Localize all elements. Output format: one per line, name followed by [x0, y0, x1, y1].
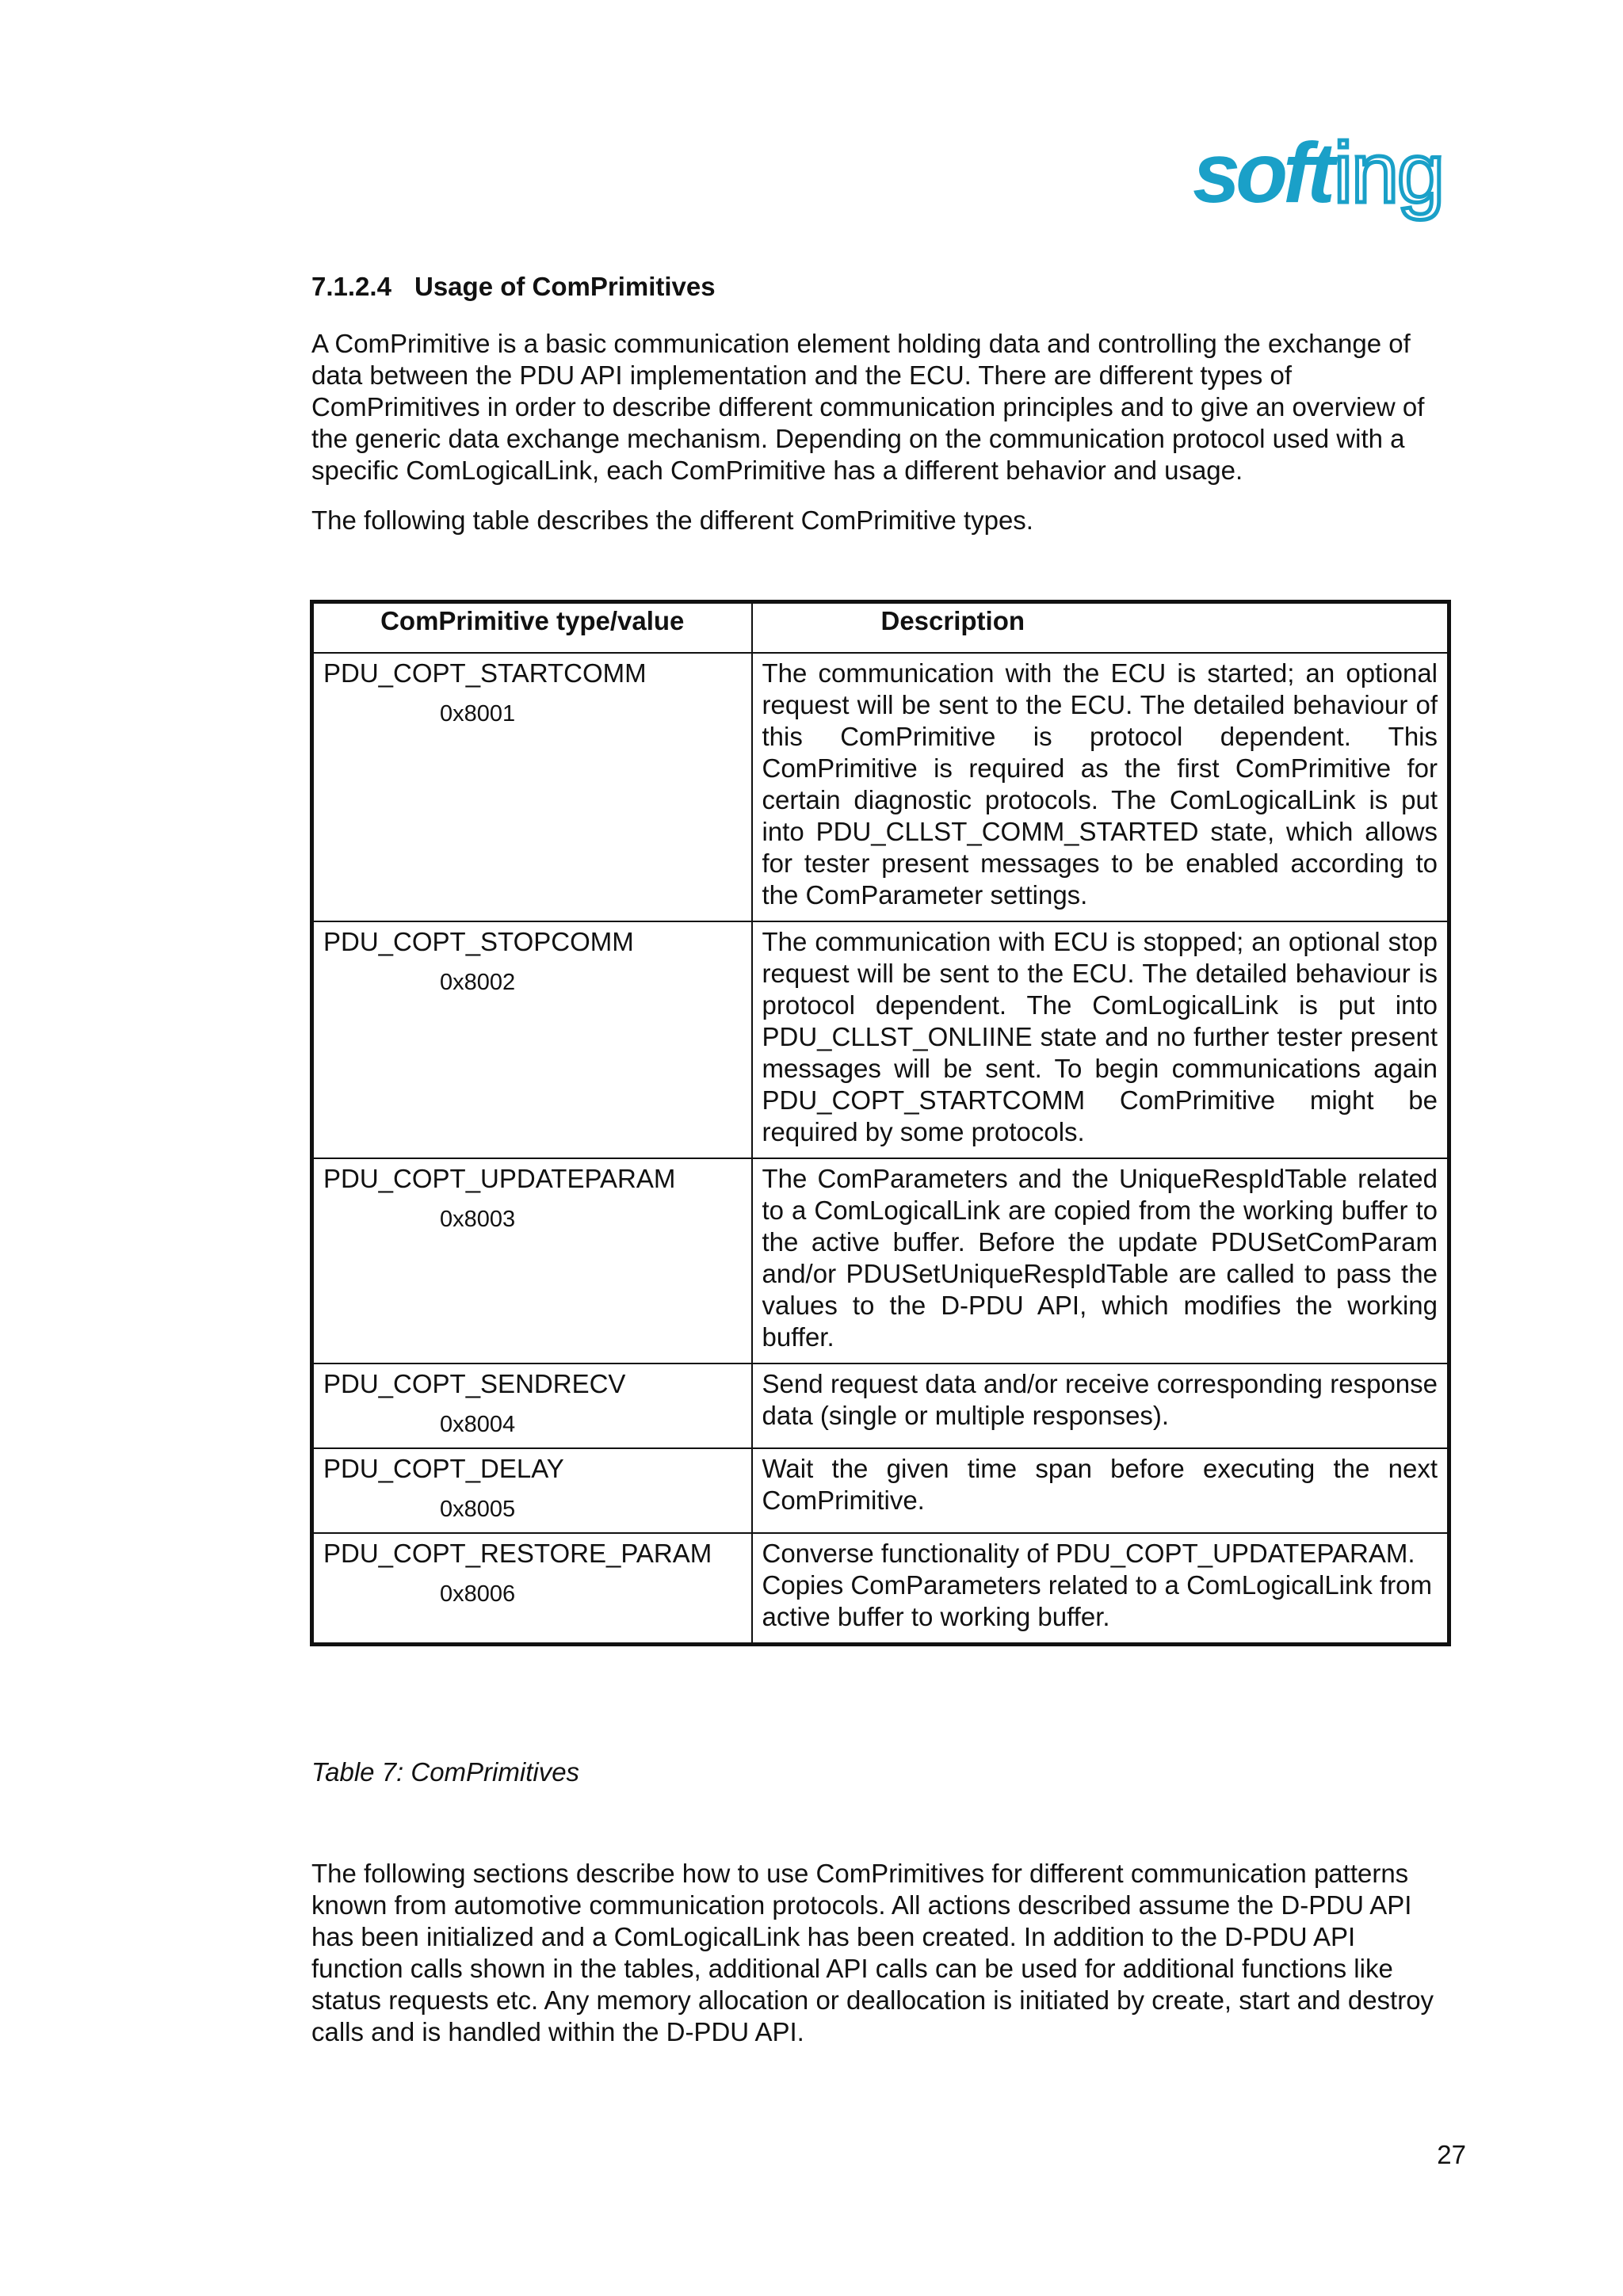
primitive-name: PDU_COPT_UPDATEPARAM: [323, 1164, 676, 1193]
type-cell: [312, 1533, 752, 1645]
intro-paragraph: A ComPrimitive is a basic communication element holding data and controlling the exchange of data between the PDU API implementation and the ECU. There are different types of ComPrimitives in order to describe different communication principles and to give an overview of the generic data exchange mechanism. Depending on the communication protocol used with a specific ComLogicalLink, each ComPrimitive has a different behavior and usage.: [311, 329, 1425, 485]
table-row: [312, 1533, 1449, 1645]
table-row: [312, 653, 1449, 921]
primitive-value: 0x8006: [440, 1581, 516, 1607]
table-row: [312, 1363, 1449, 1448]
type-cell: [312, 653, 752, 921]
description-cell: [752, 1448, 1449, 1533]
table-caption: Table 7: ComPrimitives: [311, 1757, 580, 1787]
svg-text:ing: ing: [1334, 124, 1444, 220]
section-number: 7.1.2.4: [311, 272, 391, 301]
primitive-description: The communication with ECU is stopped; an optional stop request will be sent to the ECU. The detailed behaviour is protocol dependent. The ComLogicalLink is put into PDU_CLLST_ONLIINE state and no further tester present messages will be sent. To begin communications again PDU_COPT_STARTCOMM ComPrimitive might be required by some protocols.: [762, 927, 1438, 1146]
primitive-description: Wait the given time span before executing the next ComPrimitive.: [762, 1454, 1438, 1515]
primitive-description: Converse functionality of PDU_COPT_UPDATEPARAM. Copies ComParameters related to a ComLogicalLink from active buffer to working buffer.: [762, 1539, 1433, 1631]
table-intro-paragraph: The following table describes the different ComPrimitive types.: [311, 505, 1033, 535]
comprimitives-table: [310, 600, 1451, 1646]
description-cell: [752, 1158, 1449, 1363]
type-cell: [312, 1363, 752, 1448]
primitive-description: Send request data and/or receive corresponding response data (single or multiple responses).: [762, 1369, 1438, 1430]
header-type-value: ComPrimitive type/value: [312, 602, 752, 654]
table-row: [312, 1448, 1449, 1533]
description-cell: [752, 921, 1449, 1158]
primitive-name: PDU_COPT_RESTORE_PARAM: [323, 1539, 712, 1568]
primitive-name: PDU_COPT_STOPCOMM: [323, 927, 634, 956]
section-heading: [311, 269, 1453, 304]
page-number: 27: [1437, 2140, 1466, 2169]
type-cell: [312, 1448, 752, 1533]
primitive-description: The communication with the ECU is started; an optional request will be sent to the ECU. The detailed behaviour of this ComPrimitive is protocol dependent. This ComPrimitive is required as the first ComPrimitive for certain diagnostic protocols. The ComLogicalLink is put into PDU_CLLST_COMM_STARTED state, which allows for tester present messages to be enabled according to the ComParameter settings.: [762, 658, 1438, 910]
table-row: [312, 1158, 1449, 1363]
table-header-row: [312, 602, 1449, 654]
primitive-value: 0x8003: [440, 1207, 516, 1232]
description-cell: [752, 653, 1449, 921]
table-row: [312, 921, 1449, 1158]
section-title: Usage of ComPrimitives: [414, 272, 716, 301]
primitive-value: 0x8004: [440, 1412, 516, 1437]
header-description: Description: [752, 602, 1449, 654]
primitive-name: PDU_COPT_DELAY: [323, 1454, 564, 1483]
svg-text:soft: soft: [1193, 124, 1331, 220]
description-cell: [752, 1363, 1449, 1448]
primitive-value: 0x8002: [440, 970, 516, 995]
closing-paragraph: The following sections describe how to use ComPrimitives for different communication patterns known from automotive communication protocols. All actions described assume the D-PDU API has been initialized and a ComLogicalLink has been created. In addition to the D-PDU API function calls shown in the tables, additional API calls can be used for additional functions like status requests etc. Any memory allocation or deallocation is initiated by create, start and destroy calls and is handled within the D-PDU API.: [311, 1859, 1434, 2046]
primitive-name: PDU_COPT_STARTCOMM: [323, 658, 647, 688]
primitive-name: PDU_COPT_SENDRECV: [323, 1369, 626, 1398]
primitive-value: 0x8005: [440, 1497, 516, 1522]
primitive-value: 0x8001: [440, 701, 516, 727]
description-cell: [752, 1533, 1449, 1645]
softing-logo: [1193, 123, 1466, 234]
type-cell: [312, 1158, 752, 1363]
type-cell: [312, 921, 752, 1158]
softing-logo-graphic: [1193, 123, 1466, 234]
primitive-description: The ComParameters and the UniqueRespIdTable related to a ComLogicalLink are copied from the working buffer to the active buffer. Before the update PDUSetComParam and/or PDUSetUniqueRespIdTable are called to pass the values to the D-PDU API, which modifies the working buffer.: [762, 1164, 1438, 1352]
